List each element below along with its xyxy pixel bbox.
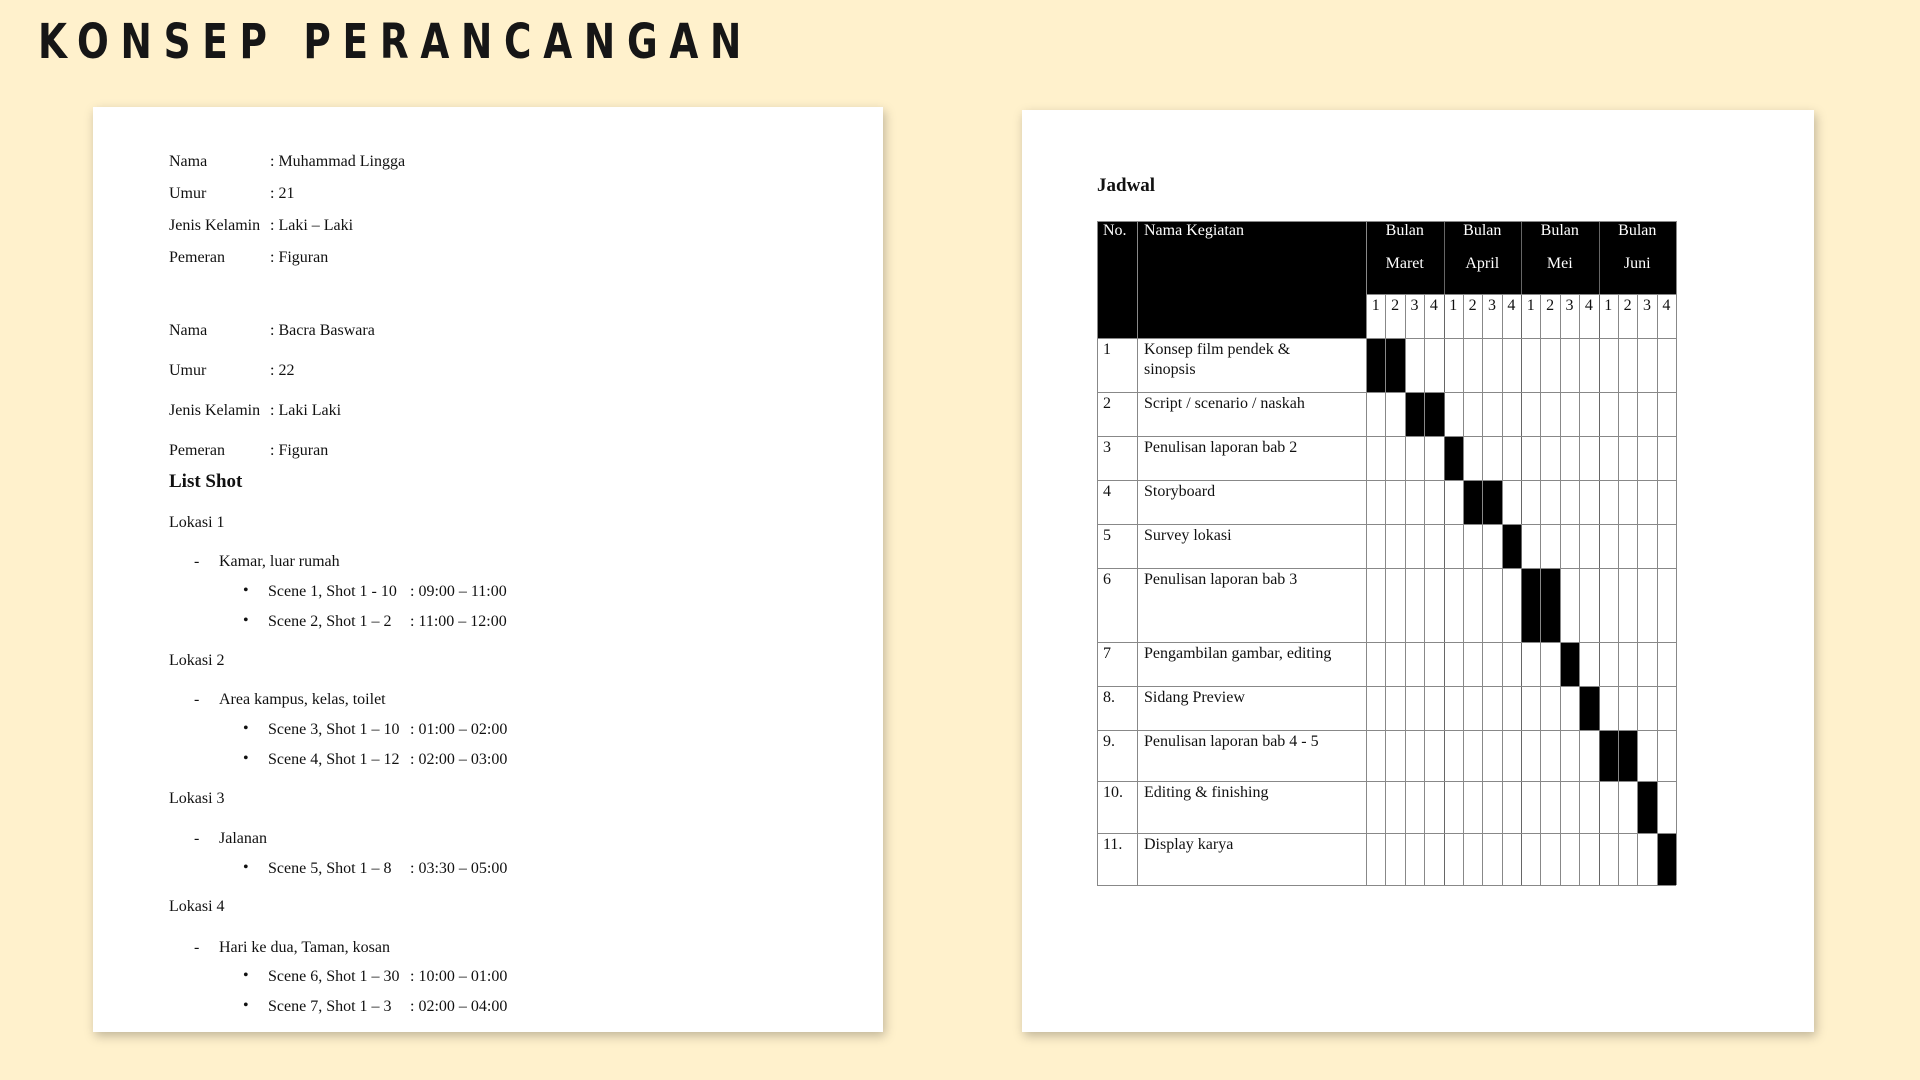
scene-label: Scene 3, Shot 1 – 10 xyxy=(268,721,400,738)
location-place-text: Area kampus, kelas, toilet xyxy=(219,691,386,708)
grid-line-vertical xyxy=(1463,294,1464,885)
grid-line-horizontal xyxy=(1097,524,1676,525)
week-number: 4 xyxy=(1507,297,1516,314)
dash-marker: - xyxy=(194,830,200,847)
row-activity: Sidang Preview xyxy=(1144,689,1245,706)
week-number: 1 xyxy=(1449,297,1458,314)
scene-time: : 03:30 – 05:00 xyxy=(410,860,508,877)
gantt-bar xyxy=(1444,436,1464,480)
header-activity-label: Nama Kegiatan xyxy=(1144,222,1244,239)
row-number: 11. xyxy=(1103,836,1123,853)
grid-line-horizontal xyxy=(1097,885,1676,886)
cast-field-label: Nama xyxy=(169,153,208,170)
gantt-bar xyxy=(1502,524,1522,568)
gantt-bar xyxy=(1637,781,1657,833)
schedule-table xyxy=(1097,221,1676,885)
scene-label: Scene 2, Shot 1 – 2 xyxy=(268,613,392,630)
gantt-bar xyxy=(1463,480,1483,524)
month-header-line2: April xyxy=(1465,255,1500,272)
location-place-text: Jalanan xyxy=(219,830,267,847)
week-number: 2 xyxy=(1546,297,1555,314)
grid-line-vertical xyxy=(1618,294,1619,885)
row-number: 6 xyxy=(1103,571,1111,588)
row-activity: Script / scenario / naskah xyxy=(1144,395,1305,412)
gantt-bar xyxy=(1657,833,1677,885)
schedule-title: Jadwal xyxy=(1097,175,1156,196)
gantt-bar xyxy=(1366,338,1386,392)
week-number: 3 xyxy=(1642,297,1651,314)
scene-label: Scene 6, Shot 1 – 30 xyxy=(268,968,400,985)
scene-label: Scene 7, Shot 1 – 3 xyxy=(268,998,392,1015)
grid-line-horizontal xyxy=(1366,294,1676,295)
cast-field-value: : Figuran xyxy=(270,249,329,266)
grid-line-vertical xyxy=(1424,294,1425,885)
dash-marker: - xyxy=(194,691,200,708)
bullet-icon: • xyxy=(243,582,249,599)
cast-field-label: Umur xyxy=(169,362,207,379)
month-header-line1: Bulan xyxy=(1540,222,1579,239)
row-number: 9. xyxy=(1103,733,1115,750)
document-page-cast-and-shots xyxy=(93,107,883,1032)
location-place-text: Kamar, luar rumah xyxy=(219,553,340,570)
scene-time: : 09:00 – 11:00 xyxy=(410,583,507,600)
row-activity: Display karya xyxy=(1144,836,1234,853)
grid-line-horizontal xyxy=(1097,642,1676,643)
grid-line-vertical xyxy=(1579,294,1580,885)
grid-line-horizontal xyxy=(1097,686,1676,687)
scene-label: Scene 5, Shot 1 – 8 xyxy=(268,860,392,877)
row-number: 2 xyxy=(1103,395,1111,412)
cast-field-value: : Muhammad Lingga xyxy=(270,153,406,170)
gantt-bar xyxy=(1482,480,1502,524)
gantt-bar xyxy=(1599,730,1619,781)
scene-label: Scene 1, Shot 1 - 10 xyxy=(268,583,397,600)
week-number: 2 xyxy=(1391,297,1400,314)
grid-line-vertical xyxy=(1097,221,1098,885)
cast-field-value: : 21 xyxy=(270,185,295,202)
grid-line-vertical xyxy=(1657,294,1658,885)
gantt-bar xyxy=(1385,338,1405,392)
grid-line-horizontal xyxy=(1097,833,1676,834)
dash-marker: - xyxy=(194,939,200,956)
gantt-bar xyxy=(1560,642,1580,686)
row-activity: Pengambilan gambar, editing xyxy=(1144,645,1332,662)
scene-label: Scene 4, Shot 1 – 12 xyxy=(268,751,400,768)
row-activity: Konsep film pendek & sinopsis xyxy=(1144,341,1291,378)
cast-field-label: Nama xyxy=(169,322,208,339)
grid-line-vertical xyxy=(1599,221,1600,885)
grid-line-vertical xyxy=(1444,221,1445,885)
grid-line-horizontal xyxy=(1097,568,1676,569)
week-number: 1 xyxy=(1371,297,1380,314)
grid-line-vertical xyxy=(1521,221,1522,885)
location-name: Lokasi 3 xyxy=(169,790,225,807)
week-number: 3 xyxy=(1487,297,1496,314)
row-number: 8. xyxy=(1103,689,1115,706)
row-activity: Survey lokasi xyxy=(1144,527,1232,544)
week-number: 4 xyxy=(1662,297,1671,314)
list-shot-heading: List Shot xyxy=(169,471,243,492)
week-number: 3 xyxy=(1565,297,1574,314)
month-header-line2: Mei xyxy=(1546,255,1573,272)
bullet-icon: • xyxy=(243,967,249,984)
row-activity: Penulisan laporan bab 4 - 5 xyxy=(1144,733,1319,750)
row-number: 5 xyxy=(1103,527,1111,544)
week-number: 3 xyxy=(1410,297,1419,314)
cast-field-value: : Figuran xyxy=(270,442,329,459)
row-number: 4 xyxy=(1103,483,1111,500)
scene-time: : 10:00 – 01:00 xyxy=(410,968,508,985)
document-page-schedule xyxy=(1022,110,1814,1032)
week-number: 1 xyxy=(1604,297,1613,314)
grid-line-vertical xyxy=(1137,221,1138,885)
grid-line-vertical xyxy=(1637,294,1638,885)
row-number: 3 xyxy=(1103,439,1111,456)
cast-field-label: Pemeran xyxy=(169,442,225,459)
scene-time: : 02:00 – 04:00 xyxy=(410,998,508,1015)
bullet-icon: • xyxy=(243,859,249,876)
gantt-bar xyxy=(1405,392,1425,436)
bullet-icon: • xyxy=(243,720,249,737)
week-number: 2 xyxy=(1623,297,1632,314)
week-number: 1 xyxy=(1526,297,1535,314)
row-activity: Editing & finishing xyxy=(1144,784,1269,801)
grid-line-vertical xyxy=(1676,221,1677,885)
grid-line-vertical xyxy=(1405,294,1406,885)
bullet-icon: • xyxy=(243,997,249,1014)
location-name: Lokasi 1 xyxy=(169,514,225,531)
month-header-line1: Bulan xyxy=(1463,222,1502,239)
dash-marker: - xyxy=(194,553,200,570)
month-header-line2: Juni xyxy=(1623,255,1651,272)
grid-line-horizontal xyxy=(1097,730,1676,731)
cast-field-label: Pemeran xyxy=(169,249,225,266)
gantt-bar xyxy=(1521,568,1541,642)
row-activity: Penulisan laporan bab 3 xyxy=(1144,571,1298,588)
slide-title: KONSEP PERANCANGAN xyxy=(38,14,754,70)
location-name: Lokasi 2 xyxy=(169,652,225,669)
row-activity: Penulisan laporan bab 2 xyxy=(1144,439,1298,456)
cast-field-value: : Laki Laki xyxy=(270,402,342,419)
header-no-label: No. xyxy=(1103,222,1127,239)
grid-line-horizontal xyxy=(1097,781,1676,782)
gantt-bar xyxy=(1579,686,1599,730)
gantt-bar xyxy=(1618,730,1638,781)
grid-line-horizontal xyxy=(1097,221,1676,222)
scene-time: : 01:00 – 02:00 xyxy=(410,721,508,738)
grid-line-vertical xyxy=(1366,221,1367,885)
grid-line-horizontal xyxy=(1097,392,1676,393)
cast-field-value: : 22 xyxy=(270,362,295,379)
grid-line-horizontal xyxy=(1097,338,1676,339)
grid-line-vertical xyxy=(1482,294,1483,885)
row-activity: Storyboard xyxy=(1144,483,1216,500)
bullet-icon: • xyxy=(243,612,249,629)
cast-field-value: : Bacra Baswara xyxy=(270,322,375,339)
row-number: 1 xyxy=(1103,341,1111,358)
cast-field-label: Jenis Kelamin xyxy=(169,402,261,419)
gantt-bar xyxy=(1540,568,1560,642)
gantt-bar xyxy=(1424,392,1444,436)
scene-time: : 11:00 – 12:00 xyxy=(410,613,507,630)
cast-field-label: Umur xyxy=(169,185,207,202)
scene-time: : 02:00 – 03:00 xyxy=(410,751,508,768)
week-number: 2 xyxy=(1468,297,1477,314)
grid-line-horizontal xyxy=(1097,480,1676,481)
week-number: 4 xyxy=(1429,297,1438,314)
week-number: 4 xyxy=(1584,297,1593,314)
grid-line-vertical xyxy=(1540,294,1541,885)
cast-field-value: : Laki – Laki xyxy=(270,217,354,234)
grid-line-vertical xyxy=(1385,294,1386,885)
location-name: Lokasi 4 xyxy=(169,898,225,915)
grid-line-horizontal xyxy=(1097,436,1676,437)
bullet-icon: • xyxy=(243,750,249,767)
grid-line-vertical xyxy=(1502,294,1503,885)
grid-line-vertical xyxy=(1560,294,1561,885)
row-number: 7 xyxy=(1103,645,1111,662)
row-number: 10. xyxy=(1103,784,1123,801)
month-header-line1: Bulan xyxy=(1385,222,1424,239)
cast-field-label: Jenis Kelamin xyxy=(169,217,261,234)
month-header-line1: Bulan xyxy=(1618,222,1657,239)
location-place-text: Hari ke dua, Taman, kosan xyxy=(219,939,390,956)
month-header-line2: Maret xyxy=(1385,255,1424,272)
